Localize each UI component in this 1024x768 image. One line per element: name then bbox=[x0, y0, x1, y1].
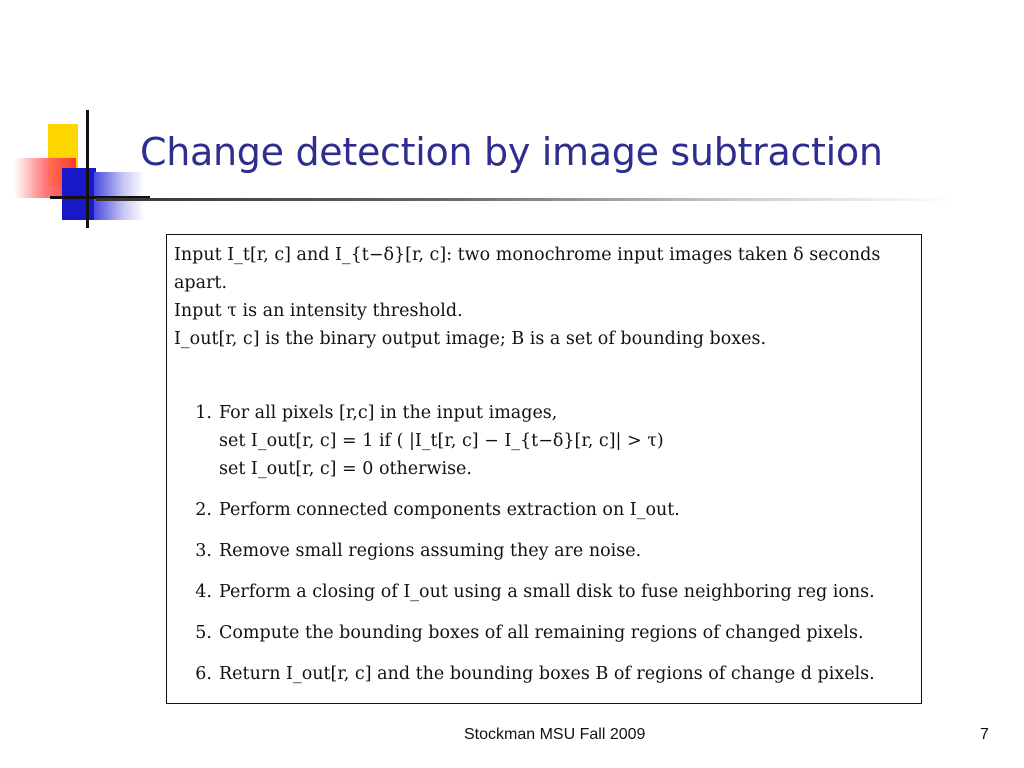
intro-line: Input I_t[r, c] and I_{t−δ}[r, c]: two monochrome input images taken δ seconds bbox=[174, 245, 881, 265]
step-line: Remove small regions assuming they are noise. bbox=[219, 541, 642, 561]
intro-line: Input τ is an intensity threshold. bbox=[174, 301, 463, 321]
step-line: Compute the bounding boxes of all remaining regions of changed pixels. bbox=[219, 623, 864, 643]
algorithm-step-3 bbox=[174, 537, 915, 565]
step-line: Return I_out[r, c] and the bounding boxes B of regions of change d pixels. bbox=[219, 664, 875, 684]
algorithm-step-5 bbox=[174, 619, 915, 647]
step-line: For all pixels [r,c] in the input images, bbox=[219, 403, 558, 423]
slide-logo-decoration bbox=[0, 0, 160, 240]
algorithm-box bbox=[166, 234, 922, 704]
footer-source: Stockman MSU Fall 2009 bbox=[464, 726, 646, 743]
step-line: set I_out[r, c] = 0 otherwise. bbox=[219, 459, 472, 479]
slide-footer bbox=[0, 726, 1024, 746]
slide-title: Change detection by image subtraction bbox=[140, 130, 883, 174]
step-line: Perform a closing of I_out using a small disk to fuse neighboring reg ions. bbox=[219, 582, 875, 602]
logo-vertical-line bbox=[86, 110, 89, 228]
step-number: 3. bbox=[195, 541, 212, 561]
page-number: 7 bbox=[980, 726, 989, 743]
algorithm-step-2 bbox=[174, 496, 915, 524]
intro-line: I_out[r, c] is the binary output image; B is a set of bounding boxes. bbox=[174, 329, 767, 349]
algorithm-step-4 bbox=[174, 578, 915, 606]
spacer bbox=[174, 353, 915, 399]
logo-blue-square bbox=[62, 168, 96, 220]
title-underline bbox=[96, 198, 956, 201]
step-number: 6. bbox=[195, 664, 212, 684]
algorithm-step-6 bbox=[174, 660, 915, 688]
intro-line: apart. bbox=[174, 273, 228, 293]
step-number: 2. bbox=[195, 500, 212, 520]
step-line: set I_out[r, c] = 1 if ( |I_t[r, c] − I_{t−δ}[r, c]| > τ) bbox=[219, 431, 664, 451]
step-number: 4. bbox=[195, 582, 212, 602]
algorithm-step-1 bbox=[174, 399, 915, 483]
step-number: 5. bbox=[195, 623, 212, 643]
step-number: 1. bbox=[195, 403, 212, 423]
step-line: Perform connected components extraction on I_out. bbox=[219, 500, 680, 520]
